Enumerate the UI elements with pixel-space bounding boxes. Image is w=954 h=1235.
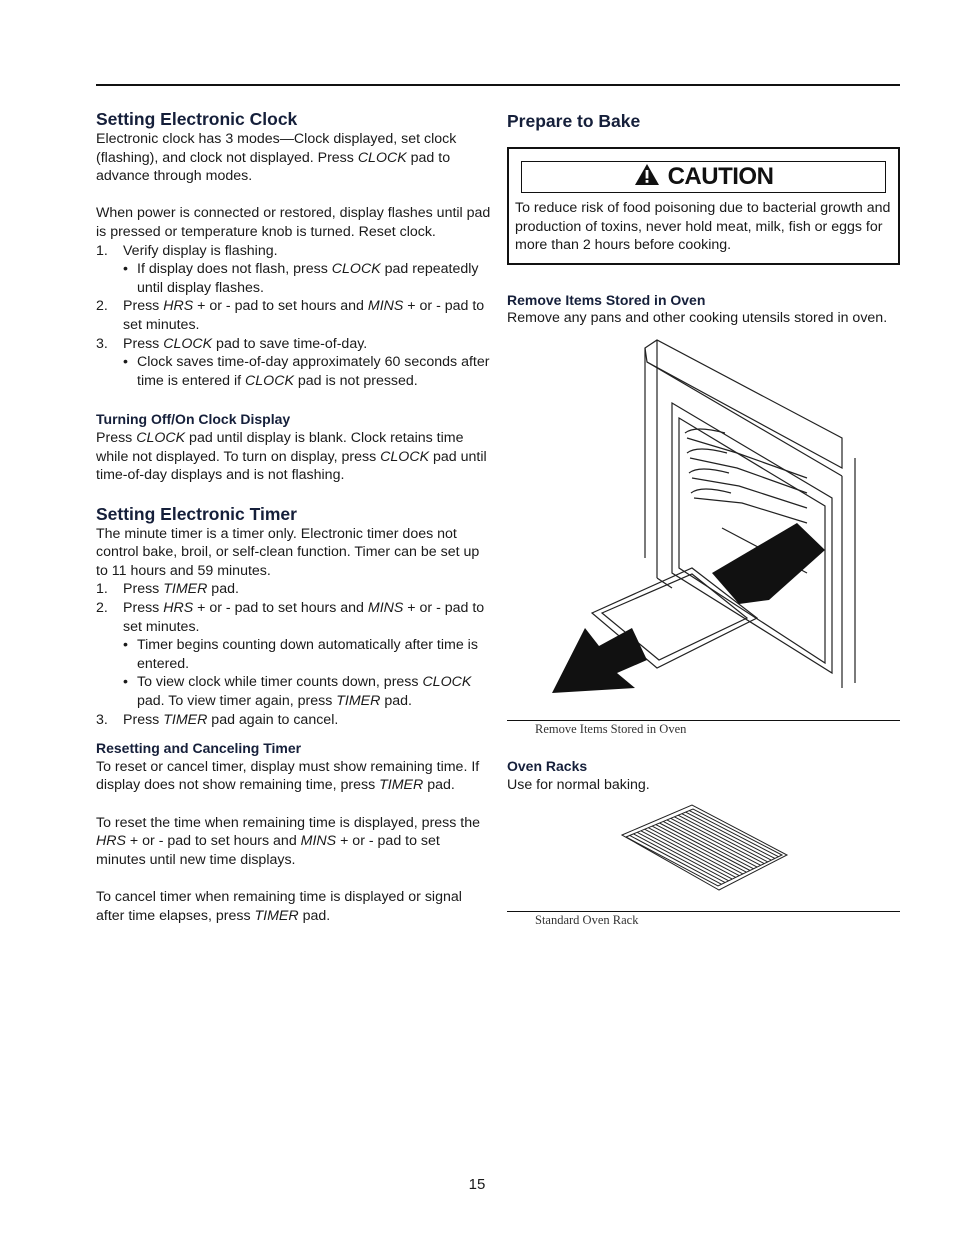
reset-text-2: To reset the time when remaining time is displayed, press the HRS + or - pad to set hours and MINS + or - pad to set minutes until new time displays. bbox=[96, 814, 481, 868]
caution-header bbox=[521, 161, 886, 193]
top-rule bbox=[96, 84, 900, 86]
clock-step-1-bullet: • If display does not flash, press CLOCK pad repeatedly until display flashes. bbox=[123, 261, 479, 296]
timer-step-1: 1. Press TIMER pad. bbox=[96, 581, 239, 598]
timer-step-2: 2. Press HRS + or - pad to set hours and MINS + or - pad to set minutes. bbox=[96, 600, 485, 635]
reset-heading: Resetting and Canceling Timer bbox=[96, 740, 302, 757]
caution-text: To reduce risk of food poisoning due to bacterial growth and production of toxins, never hold meat, milk, fish or eggs for more than 2 hours before cooking. bbox=[515, 200, 891, 254]
reset-text-1: To reset or cancel timer, display must show remaining time. If display does not show remaining time, press TIMER pad. bbox=[96, 758, 480, 794]
racks-text: Use for normal baking. bbox=[507, 777, 650, 794]
caution-title: CAUTION bbox=[667, 162, 774, 190]
caution-box bbox=[507, 147, 900, 265]
clock-intro: Electronic clock has 3 modes—Clock displayed, set clock (flashing), and clock not displayed. Press CLOCK pad to advance through modes. bbox=[96, 131, 457, 185]
timer-heading: Setting Electronic Timer bbox=[96, 503, 297, 524]
racks-heading: Oven Racks bbox=[507, 758, 588, 775]
reset-text-3: To cancel timer when remaining time is displayed or signal after time elapses, press TIMER pad. bbox=[96, 888, 462, 924]
remove-heading: Remove Items Stored in Oven bbox=[507, 291, 706, 308]
timer-intro: The minute timer is a timer only. Electronic timer does not control bake, broil, or self-clean function. Timer can be set up to 11 hours and 59 minutes. bbox=[96, 525, 480, 579]
timer-step-2-bullet-2: • To view clock while timer counts down, press CLOCK pad. To view timer again, press TIMER pad. bbox=[123, 674, 472, 710]
oven-illustration bbox=[507, 328, 900, 720]
clock-heading: Setting Electronic Clock bbox=[96, 109, 298, 129]
rack-illustration bbox=[507, 795, 900, 911]
remove-text: Remove any pans and other cooking utensils stored in oven. bbox=[507, 310, 888, 327]
onoff-text: Press CLOCK pad until display is blank. Clock retains time while not displayed. To turn on display, press CLOCK pad until time-of-day displays and is not flashing. bbox=[96, 429, 487, 484]
timer-step-3: 3. Press TIMER pad again to cancel. bbox=[96, 711, 339, 728]
onoff-heading: Turning Off/On Clock Display bbox=[96, 411, 291, 428]
warning-triangle-icon bbox=[634, 163, 660, 192]
clock-step-1: 1. Verify display is flashing. bbox=[96, 242, 278, 259]
timer-step-2-bullet-1: • Timer begins counting down automatically after time is entered. bbox=[123, 637, 478, 672]
oven-caption: Remove Items Stored in Oven bbox=[535, 722, 687, 737]
right-column bbox=[507, 108, 900, 928]
bake-heading: Prepare to Bake bbox=[507, 111, 641, 131]
rack-caption: Standard Oven Rack bbox=[535, 913, 639, 928]
left-column bbox=[96, 108, 491, 925]
clock-step-3: 3. Press CLOCK pad to save time-of-day. bbox=[96, 335, 368, 352]
clock-power-text: When power is connected or restored, display flashes until pad is pressed or temperature knob is turned. Reset clock. bbox=[96, 205, 491, 240]
clock-step-3-bullet: • Clock saves time-of-day approximately 60 seconds after time is entered if CLOCK pad is not pressed. bbox=[123, 354, 490, 389]
clock-step-2: 2. Press HRS + or - pad to set hours and MINS + or - pad to set minutes. bbox=[96, 298, 485, 333]
page-number: 15 bbox=[468, 1176, 486, 1193]
